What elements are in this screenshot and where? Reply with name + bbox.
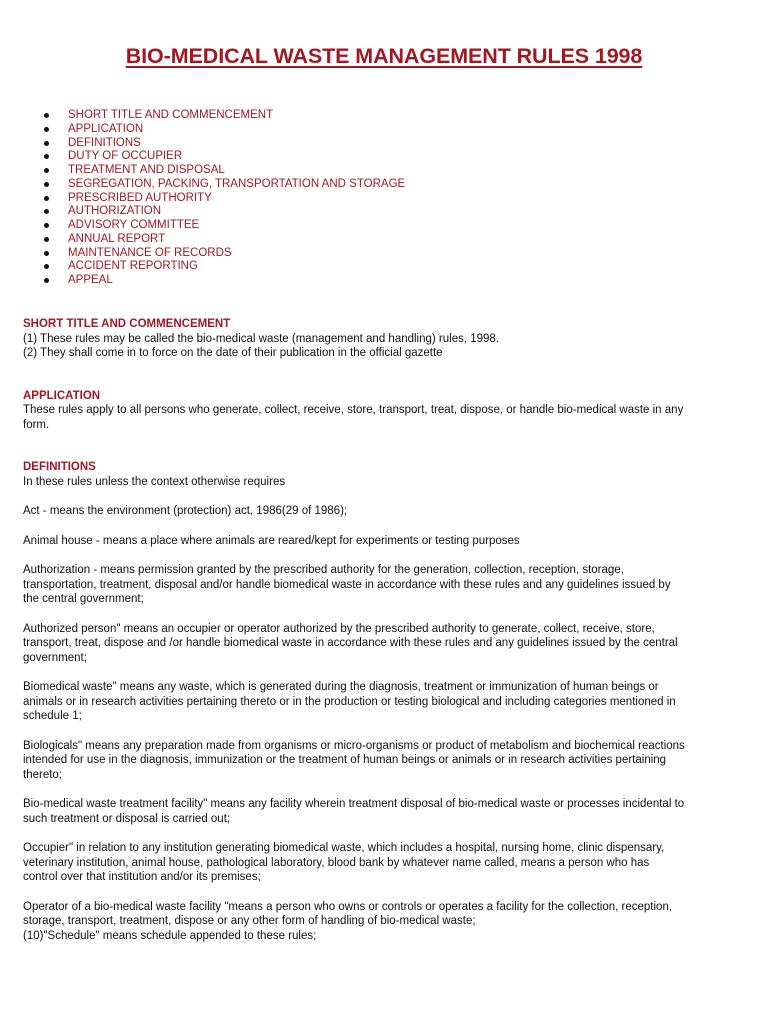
toc-item: PRESCRIBED AUTHORITY bbox=[44, 192, 405, 206]
body-line: veterinary institution, animal house, pathological laboratory, blood bank by whatever name called, means a person who has bbox=[23, 856, 650, 869]
body-line: Act - means the environment (protection) act, 1986(29 of 1986); bbox=[23, 505, 348, 517]
toc-item: ACCIDENT REPORTING bbox=[44, 260, 405, 274]
body-line: Bio-medical waste treatment facility" means any facility wherein treatment disposal of bio-medical waste or processes incidental to bbox=[23, 798, 685, 810]
body-line: These rules apply to all persons who generate, collect, receive, store, transport, treat, dispose, or handle bio-medical waste in any bbox=[23, 404, 684, 416]
body-line: (1) These rules may be called the bio-medical waste (management and handling) rules, 1998. bbox=[23, 332, 500, 345]
body-line: In these rules unless the context otherwise requires bbox=[23, 475, 286, 488]
toc-item: SHORT TITLE AND COMMENCEMENT bbox=[44, 109, 405, 123]
body-line: storage, transport, treatment, dispose or any other form of handling of bio-medical waste; bbox=[23, 915, 476, 927]
body-line: intended for use in the diagnosis, immunization or the treatment of human beings or animals or in research activities pertaining bbox=[23, 754, 667, 766]
definition-paragraph bbox=[23, 563, 747, 607]
definition-paragraph bbox=[23, 504, 747, 519]
body-line: form. bbox=[23, 418, 50, 431]
body-line: Authorized person" means an occupier or operator authorized by the prescribed authority to generate, collect, receive, store, bbox=[23, 622, 655, 635]
bullet-icon bbox=[44, 264, 49, 269]
toc-item: APPEAL bbox=[44, 274, 405, 288]
bullet-icon bbox=[44, 209, 49, 214]
section-heading: DEFINITIONS bbox=[23, 461, 96, 473]
body-line: Animal house - means a place where animals are reared/kept for experiments or testing purposes bbox=[23, 534, 520, 547]
definition-paragraph bbox=[23, 739, 747, 783]
definition-paragraph bbox=[23, 534, 747, 549]
toc-item: ANNUAL REPORT bbox=[44, 233, 405, 247]
bullet-icon bbox=[44, 278, 49, 283]
definition-paragraph bbox=[23, 622, 747, 666]
bullet-icon bbox=[44, 168, 49, 173]
body-line: control over that institution and/or its premises; bbox=[23, 871, 261, 883]
toc-item: DEFINITIONS bbox=[44, 137, 405, 151]
bullet-icon bbox=[44, 196, 49, 201]
toc-item: TREATMENT AND DISPOSAL bbox=[44, 164, 405, 178]
bullet-icon bbox=[44, 141, 49, 146]
body-line: transportation, treatment, disposal and/or handle biomedical waste in accordance with these rules and any guidelines issued by bbox=[23, 578, 671, 591]
body-line: schedule 1; bbox=[23, 710, 82, 722]
toc-item: ADVISORY COMMITTEE bbox=[44, 219, 405, 233]
bullet-icon bbox=[44, 127, 49, 132]
body-line: Biologicals" means any preparation made from organisms or micro-organisms or product of metabolism and biochemical reactions bbox=[23, 739, 685, 752]
document-body bbox=[23, 317, 747, 943]
toc-item: AUTHORIZATION bbox=[44, 205, 405, 219]
body-line: (10)"Schedule" means schedule appended to these rules; bbox=[23, 929, 317, 942]
bullet-icon bbox=[44, 251, 49, 256]
section-definitions bbox=[23, 460, 747, 943]
section-heading: APPLICATION bbox=[23, 389, 101, 402]
body-line: such treatment or disposal is carried out; bbox=[23, 812, 231, 825]
definition-paragraph bbox=[23, 680, 747, 724]
body-line: animals or in research activities pertaining thereto or in the production or testing biological and including categories mentioned in bbox=[23, 695, 676, 708]
toc-item: SEGREGATION, PACKING, TRANSPORTATION AND STORAGE bbox=[44, 178, 405, 192]
bullet-icon bbox=[44, 113, 49, 118]
bullet-icon bbox=[44, 223, 49, 228]
bullet-icon bbox=[44, 237, 49, 242]
section-short-title bbox=[23, 317, 747, 361]
section-heading: SHORT TITLE AND COMMENCEMENT bbox=[23, 318, 231, 330]
bullet-icon bbox=[44, 182, 49, 187]
body-line: (2) They shall come in to force on the date of their publication in the official gazette bbox=[23, 347, 443, 359]
section-application bbox=[23, 389, 747, 433]
body-line: Biomedical waste" means any waste, which is generated during the diagnosis, treatment or immunization of human beings or bbox=[23, 681, 659, 693]
body-line: Authorization - means permission granted by the prescribed authority for the generation, collection, reception, storage, bbox=[23, 564, 624, 576]
page-title: BIO-MEDICAL WASTE MANAGEMENT RULES 1998 bbox=[125, 44, 643, 68]
definition-paragraph bbox=[23, 900, 747, 944]
toc-item: DUTY OF OCCUPIER bbox=[44, 150, 405, 164]
body-line: Operator of a bio-medical waste facility "means a person who owns or controls or operates a facility for the collection, reception, bbox=[23, 900, 673, 913]
bullet-icon bbox=[44, 154, 49, 159]
definition-paragraph bbox=[23, 797, 747, 826]
body-line: government; bbox=[23, 651, 87, 664]
definition-paragraph bbox=[23, 841, 747, 885]
body-line: thereto; bbox=[23, 768, 62, 781]
body-line: transport, treat, dispose and /or handle biomedical waste in accordance with these rules and any guidelines issued by the central bbox=[23, 637, 678, 649]
table-of-contents bbox=[44, 109, 405, 288]
body-line: the central government; bbox=[23, 593, 144, 605]
toc-item: MAINTENANCE OF RECORDS bbox=[44, 247, 405, 261]
body-line: Occupier" in relation to any institution generating biomedical waste, which includes a hospital, nursing home, clinic dispensary, bbox=[23, 842, 665, 854]
toc-item: APPLICATION bbox=[44, 123, 405, 137]
